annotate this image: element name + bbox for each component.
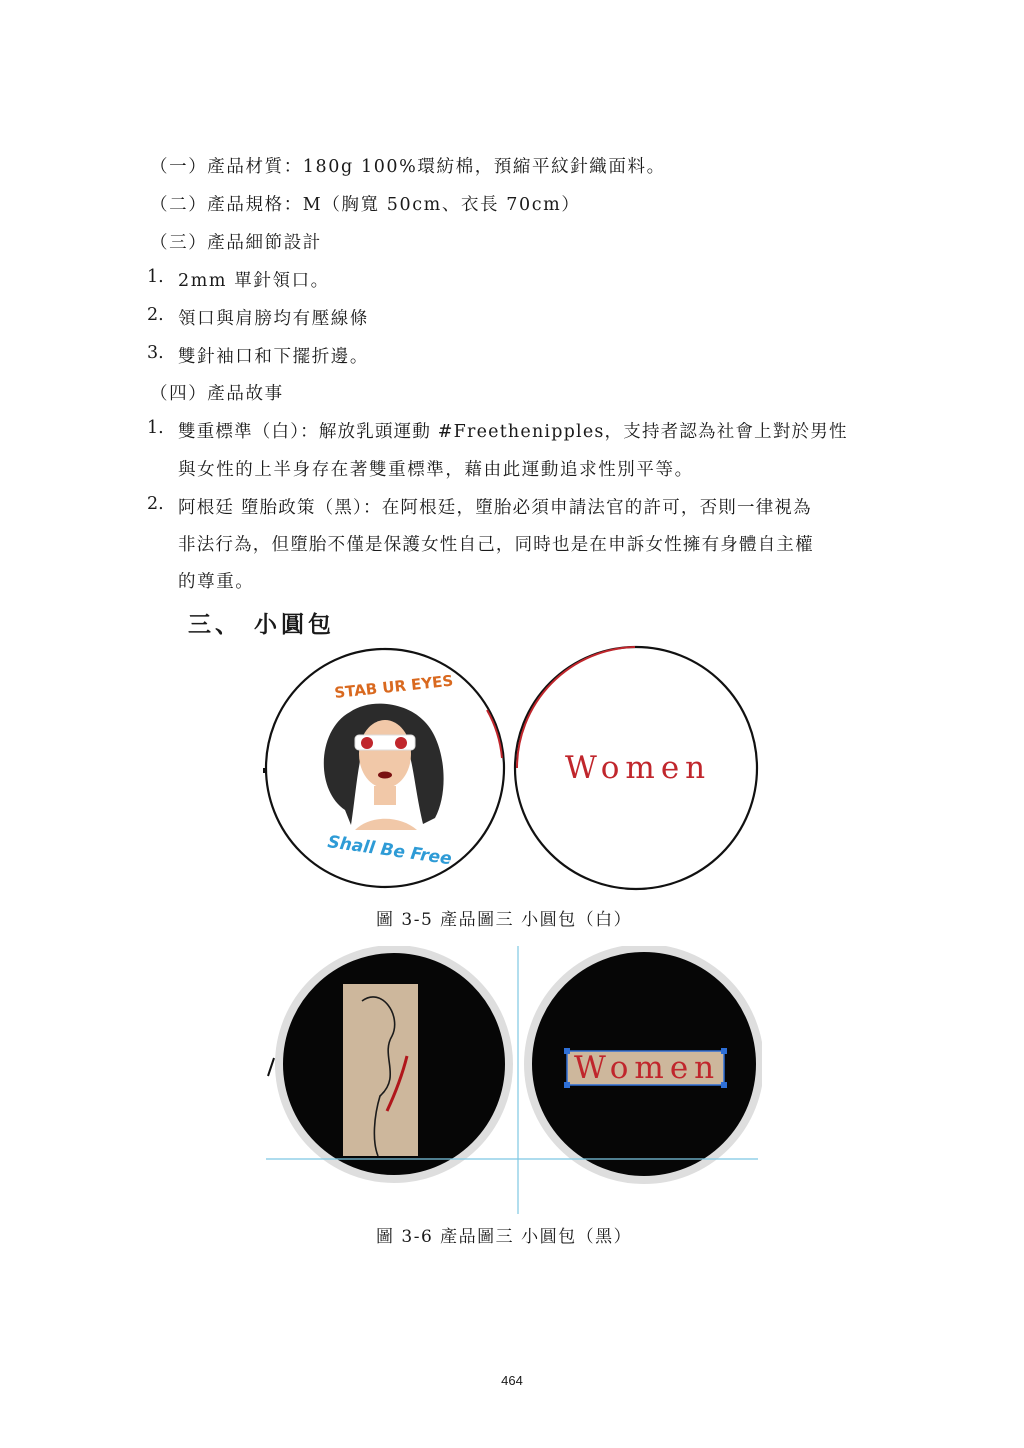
list-number: 1. — [147, 418, 164, 438]
figure-white-pouches — [255, 640, 775, 900]
story-item-line: 雙重標準（白）：解放乳頭運動 #Freethenipples，支持者認為社會上對於男性 — [178, 422, 848, 442]
page-number: 464 — [501, 1373, 523, 1388]
figure-caption: 圖 3-5 產品圖三 小圓包（白） — [376, 910, 633, 930]
sketch-artwork — [343, 984, 418, 1156]
shall-be-free-text: Shall Be Free — [326, 832, 453, 870]
story-item-line: 的尊重。 — [178, 572, 255, 592]
women-logo-text: Women — [574, 1050, 721, 1086]
list-number: 1. — [147, 267, 164, 287]
figure-black-pouches — [262, 946, 762, 1216]
material-paragraph: （一）產品材質：180g 100%環紡棉，預縮平紋針織面料。 — [150, 157, 666, 177]
black-pouch-left — [268, 949, 509, 1179]
figure-caption: 圖 3-6 產品圖三 小圓包（黑） — [376, 1227, 633, 1247]
women-logo-text: Women — [565, 750, 712, 786]
story-item-line: 與女性的上半身存在著雙重標準，藉由此運動追求性別平等。 — [178, 460, 694, 480]
black-pouch-right — [528, 948, 760, 1180]
story-item-line: 阿根廷 墮胎政策（黑）：在阿根廷，墮胎必須申請法官的許可，否則一律視為 — [178, 498, 812, 518]
section-heading: 三、 小圓包 — [188, 611, 336, 638]
spec-paragraph: （二）產品規格：M（胸寬 50cm、衣長 70cm） — [150, 195, 581, 215]
list-number: 2. — [147, 494, 164, 514]
white-pouch-left — [264, 649, 504, 887]
white-pouch-right — [515, 647, 757, 889]
list-item: 雙針袖口和下擺折邊。 — [178, 347, 369, 367]
list-item: 領口與肩膀均有壓線條 — [178, 309, 369, 329]
story-heading: （四）產品故事 — [150, 384, 284, 404]
list-number: 3. — [147, 343, 164, 363]
list-number: 2. — [147, 305, 164, 325]
story-item-line: 非法行為，但墮胎不僅是保護女性自己，同時也是在申訴女性擁有身體自主權 — [178, 535, 814, 555]
list-item: 2mm 單針領口。 — [178, 271, 330, 291]
detail-heading: （三）產品細節設計 — [150, 233, 322, 253]
stab-ur-eyes-text: STAB UR EYES — [333, 671, 455, 702]
